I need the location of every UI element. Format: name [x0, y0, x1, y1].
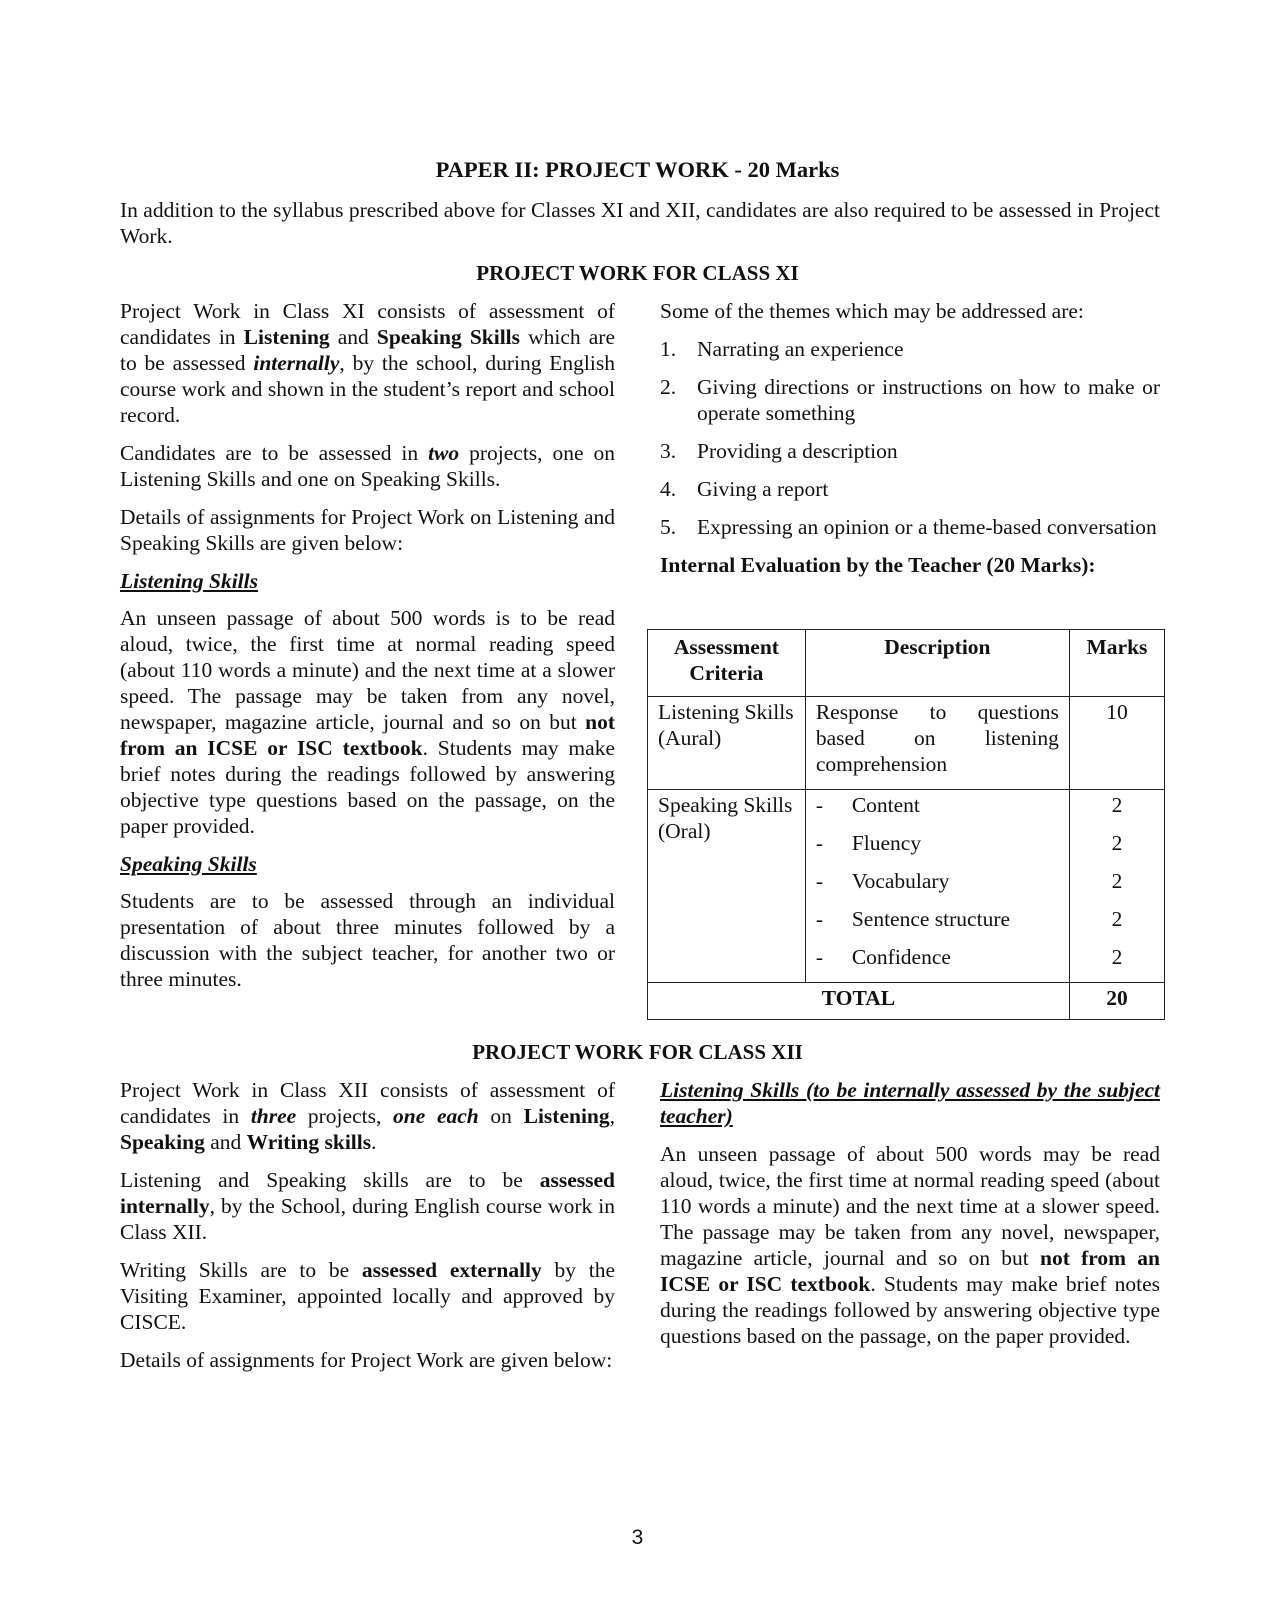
header-assessment-criteria: Assessment Criteria [648, 630, 806, 697]
theme-text: Giving a report [697, 477, 829, 501]
theme-text: Expressing an opinion or a theme-based conversation [697, 515, 1157, 539]
dash: - [815, 907, 823, 931]
speaking-subitem [816, 868, 1059, 906]
listening-description-cell: Response to questions based on listening comprehension [805, 697, 1069, 790]
text-run: . [371, 1130, 377, 1154]
page-number: 3 [631, 1526, 644, 1549]
total-marks-cell: 20 [1069, 983, 1164, 1020]
text-run: Project Work in Class XII consists of assessment of candidates in [120, 1078, 615, 1128]
theme-text: Giving directions or instructions on how to make or operate something [697, 375, 1160, 425]
bold-assessed-externally: assessed externally [361, 1258, 542, 1282]
themes-intro: Some of the themes which may be addressed are: [660, 299, 1084, 323]
class-xii-external-paragraph [120, 1257, 615, 1335]
text-run: , by the school, during English course work and shown in the student’s report and school record. [120, 351, 615, 427]
bold-listening: Listening [243, 325, 330, 349]
text-run: which are to be assessed [120, 325, 615, 375]
class-xii-listening-paragraph [660, 1141, 1160, 1349]
dash: - [815, 793, 823, 817]
subitem-marks: 2 [1111, 869, 1123, 893]
text-run: . Students may make brief notes during the readings followed by answering objective type questions based on the passage, on the paper provided. [660, 1272, 1161, 1348]
total-label-cell: TOTAL [648, 983, 1070, 1020]
listening-skills-heading: Listening Skills [120, 569, 258, 593]
theme-text: Narrating an experience [697, 337, 904, 361]
text-run: and [204, 1130, 247, 1154]
class-xii-internal-paragraph [120, 1167, 615, 1245]
class-xii-heading: PROJECT WORK FOR CLASS XII [472, 1040, 803, 1064]
class-xii-left-column [120, 1077, 615, 1385]
dash: - [815, 945, 823, 969]
bold-speaking-skills: Speaking Skills [376, 325, 521, 349]
theme-number: 3. [660, 439, 677, 463]
intro-paragraph: In addition to the syllabus prescribed above for Classes XI and XII, candidates are also required to be assessed in Project Work. [120, 198, 1160, 248]
bold-listening: Listening [523, 1104, 610, 1128]
header-description: Description [805, 630, 1069, 697]
subitem-label: Vocabulary [851, 869, 950, 893]
text-run: , [609, 1104, 616, 1128]
subitem-label: Fluency [851, 831, 922, 855]
text-run: . Students may make brief notes during the readings followed by answering objective type questions based on the passage, on the paper provided. [120, 736, 615, 838]
subitem-label: Confidence [851, 945, 951, 969]
speaking-criteria-cell: Speaking Skills (Oral) [648, 790, 806, 983]
evaluation-table [647, 629, 1165, 1020]
text-run: Candidates are to be assessed in [120, 441, 429, 465]
theme-item [660, 476, 1160, 502]
speaking-marks-cell [1069, 790, 1164, 983]
subitem-marks: 2 [1111, 907, 1123, 931]
speaking-subitem [816, 944, 1059, 982]
theme-item [660, 336, 1160, 362]
subitem-label: Sentence structure [851, 907, 1011, 931]
subitem-marks: 2 [1111, 945, 1123, 969]
table-row-speaking [648, 790, 1165, 983]
listening-criteria-cell: Listening Skills (Aural) [648, 697, 806, 790]
speaking-subitems [816, 792, 1059, 982]
emphasis-two: two [428, 441, 460, 465]
theme-number: 1. [660, 337, 677, 361]
speaking-skills-heading: Speaking Skills [120, 852, 257, 876]
theme-item [660, 438, 1160, 464]
listening-marks-cell: 10 [1069, 697, 1164, 790]
speaking-description-cell [805, 790, 1069, 983]
text-run: on [478, 1104, 524, 1128]
class-xi-details-paragraph: Details of assignments for Project Work on Listening and Speaking Skills are given below: [120, 505, 615, 555]
theme-text: Providing a description [697, 439, 898, 463]
bold-speaking: Speaking [120, 1130, 205, 1154]
bold-not-from-textbook: not from an ICSE or ISC textbook [660, 1246, 1160, 1296]
text-run: Listening and Speaking skills are to be [120, 1168, 540, 1192]
text-run: by the Visiting Examiner, appointed locally and approved by CISCE. [120, 1258, 615, 1334]
speaking-subitem [816, 792, 1059, 830]
speaking-subitem [816, 906, 1059, 944]
listening-skills-paragraph [120, 605, 615, 839]
text-run: and [329, 325, 377, 349]
bold-assessed-internally: assessed internally [120, 1168, 615, 1218]
bold-not-from-textbook: not from an ICSE or ISC textbook [120, 710, 615, 760]
theme-number: 5. [660, 515, 677, 539]
dash: - [815, 831, 823, 855]
class-xi-intro-paragraph [120, 298, 615, 428]
table-row-listening [648, 697, 1165, 790]
text-run: Writing Skills are to be [120, 1258, 362, 1282]
theme-number: 4. [660, 477, 677, 501]
dash: - [815, 869, 823, 893]
theme-item [660, 374, 1160, 426]
table-header-row [648, 630, 1165, 697]
speaking-subitem [816, 830, 1059, 868]
class-xi-projects-paragraph [120, 440, 615, 492]
speaking-marks-list [1080, 792, 1154, 982]
text-run: projects, one on Listening Skills and one on Speaking Skills. [120, 441, 615, 491]
theme-number: 2. [660, 375, 677, 399]
page-title: PAPER II: PROJECT WORK - 20 Marks [435, 157, 840, 182]
text-run: , by the School, during English course work in Class XII. [120, 1194, 615, 1244]
subitem-marks: 2 [1111, 831, 1123, 855]
themes-list [660, 336, 1160, 540]
evaluation-title: Internal Evaluation by the Teacher (20 Marks): [660, 553, 1096, 577]
subitem-label: Content [851, 793, 920, 817]
text-run: Project Work in Class XI consists of assessment of candidates in [120, 299, 615, 349]
emphasis-internally: internally [253, 351, 340, 375]
class-xii-intro-paragraph [120, 1077, 615, 1155]
text-run: An unseen passage of about 500 words may be read aloud, twice, the first time at normal reading speed (about 110 words a minute) and the next time at a slower speed. The passage may be taken from any novel, newspaper, magazine article, journal and so on but [660, 1142, 1160, 1270]
class-xii-details-paragraph: Details of assignments for Project Work are given below: [120, 1348, 613, 1372]
theme-item [660, 514, 1160, 540]
text-run: An unseen passage of about 500 words is to be read aloud, twice, the first time at normal reading speed (about 110 words a minute) and the next time at a slower speed. The passage may be taken from any novel, newspaper, magazine article, journal and so on but [120, 606, 615, 734]
table-row-total [648, 983, 1165, 1020]
text-run: projects, [296, 1104, 394, 1128]
bold-writing-skills: Writing skills [246, 1130, 372, 1154]
class-xi-heading: PROJECT WORK FOR CLASS XI [476, 261, 799, 285]
emphasis-one-each: one each [393, 1104, 479, 1128]
class-xi-left-column [120, 298, 615, 1004]
class-xi-right-column [660, 298, 1160, 590]
subitem-marks: 2 [1111, 793, 1123, 817]
speaking-skills-paragraph: Students are to be assessed through an individual presentation of about three minutes followed by a discussion with the subject teacher, for another two or three minutes. [120, 889, 615, 991]
emphasis-three: three [250, 1104, 297, 1128]
class-xii-listening-heading: Listening Skills (to be internally assessed by the subject teacher) [660, 1078, 1160, 1128]
class-xii-right-column [660, 1077, 1160, 1361]
header-marks: Marks [1069, 630, 1164, 697]
